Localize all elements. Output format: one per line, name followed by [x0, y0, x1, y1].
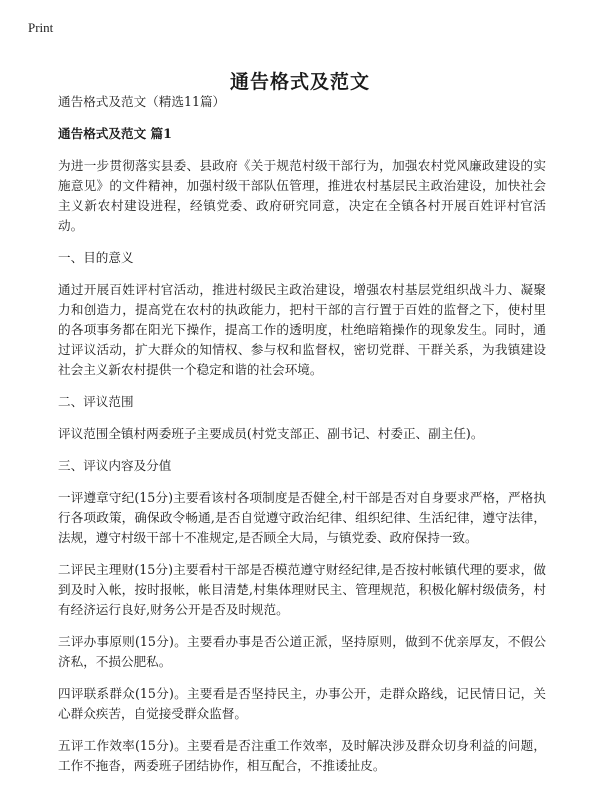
heading-content: 三、评议内容及分值: [58, 458, 172, 473]
paragraph-item-2: 二评民主理财(15分)主要看村干部是否模范遵守财经纪律,是否按村帐镇代理的要求，做到及时入帐，按时报帐，帐目清楚,村集体理财民主、管理规范，积极化解村级债务，村有经济运行良好,财务公开是否及时规范。: [58, 562, 546, 617]
paragraph-item-1: 一评遵章守纪(15分)主要看该村各项制度是否健全,村干部是否对自身要求严格，严格执行各项政策，确保政令畅通,是否自觉遵守政治纪律、组织纪律、生活纪律，遵守法律，法规，遵守村级干部十不准规定,是否顾全大局，与镇党委、政府保持一致。: [58, 490, 546, 545]
paragraph-scope: 评议范围全镇村两委班子主要成员(村党支部正、副书记、村委正、副主任)。: [58, 426, 484, 441]
subtitle: 通告格式及范文（精选11篇）: [58, 94, 226, 109]
paragraph-item-3: 三评办事原则(15分)。主要看办事是否公道正派，坚持原则，做到不优亲厚友，不假公济私，不损公肥私。: [58, 634, 546, 669]
paragraph-intro: 为进一步贯彻落实县委、县政府《关于规范村级干部行为，加强农村党风廉政建设的实施意见》的文件精神，加强村级干部队伍管理，推进农村基层民主政治建设，加快社会主义新农村建设进程，经镇党委、政府研究同意，决定在全镇各村开展百姓评村官活动。: [58, 158, 546, 233]
page-title: 通告格式及范文: [229, 70, 370, 93]
paragraph-purpose: 通过开展百姓评村官活动，推进村级民主政治建设，增强农村基层党组织战斗力、凝聚力和创造力，提高党在农村的执政能力，把村干部的言行置于百姓的监督之下，使村里的各项事务都在阳光下操作，提高工作的透明度，杜绝暗箱操作的现象发生。同时，通过评议活动，扩大群众的知情权、参与权和监督权，密切党群、干群关系，为我镇建设社会主义新农村提供一个稳定和谐的社会环境。: [58, 282, 546, 377]
document-body: [58, 92, 546, 788]
paragraph-item-5: 五评工作效率(15分)。主要看是否注重工作效率，及时解决涉及群众切身利益的问题，工作不拖沓，两委班子团结协作，相互配合，不推诿扯皮。: [58, 738, 546, 773]
heading-purpose: 一、目的意义: [58, 250, 134, 265]
section-heading: 通告格式及范文 篇1: [58, 126, 172, 141]
paragraph-item-4: 四评联系群众(15分)。主要看是否坚持民主，办事公开，走群众路线，记民情日记，关心群众疾苦，自觉接受群众监督。: [58, 686, 546, 721]
heading-scope: 二、评议范围: [58, 394, 134, 409]
print-link[interactable]: Print: [28, 20, 54, 35]
